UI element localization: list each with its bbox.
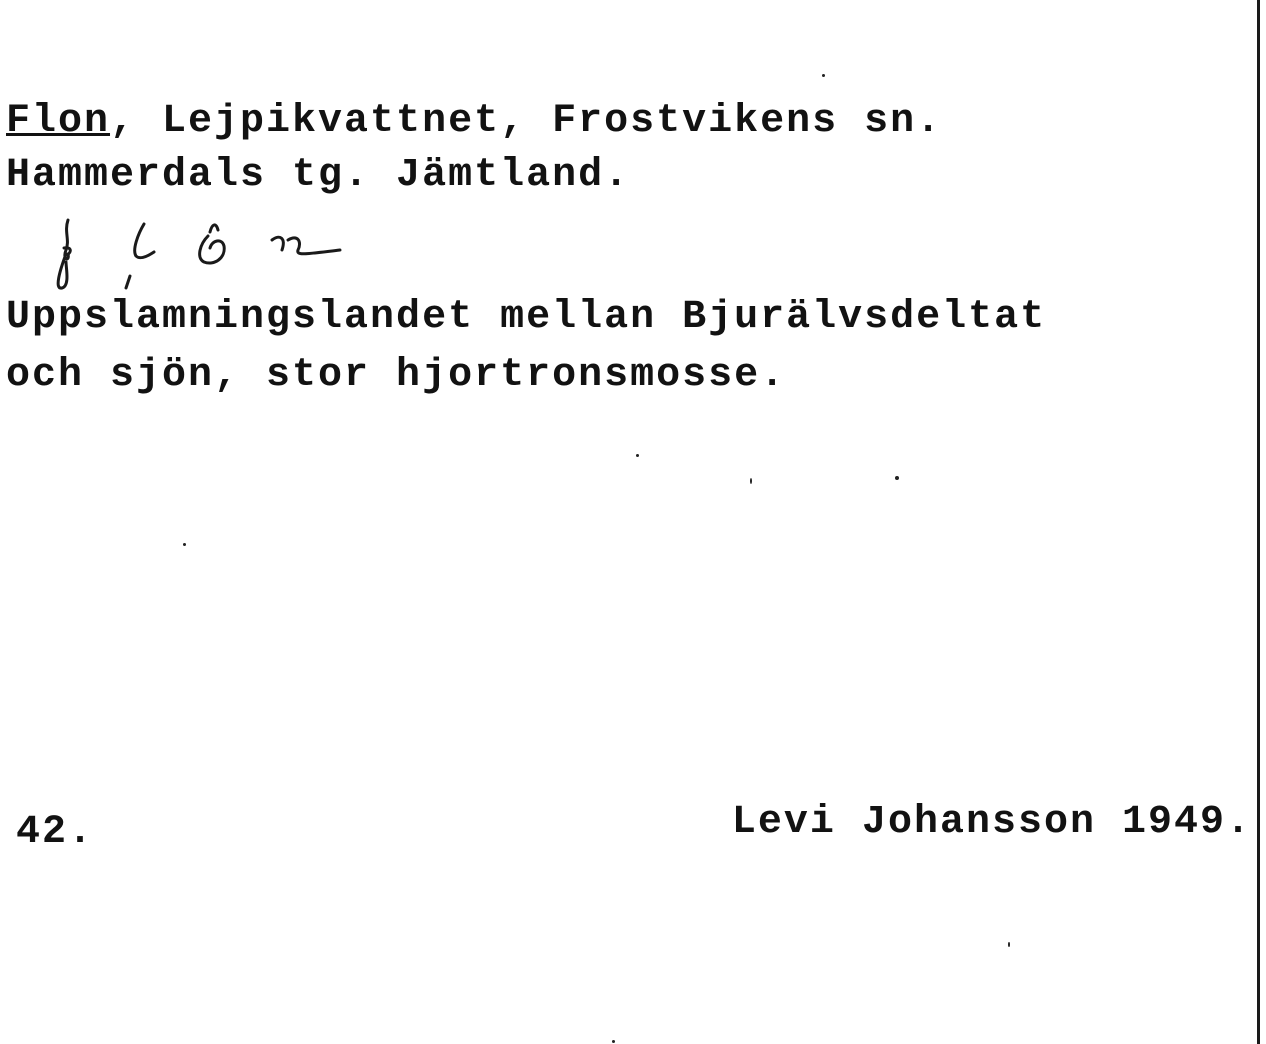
place-line — [6, 98, 942, 146]
description-line-2: och sjön, stor hjortronsmosse. — [6, 353, 787, 398]
scan-speck — [183, 543, 186, 546]
scan-speck — [895, 476, 899, 480]
handwritten-annotation — [40, 210, 360, 300]
record-number: 42. — [16, 810, 95, 855]
card-edge-border — [1257, 0, 1260, 1044]
place-name: Flon — [6, 99, 111, 144]
scan-speck — [612, 1040, 615, 1043]
collector-signature: Levi Johansson 1949. — [731, 800, 1252, 845]
scan-speck — [636, 454, 639, 457]
scan-speck — [750, 478, 752, 484]
scan-speck — [1008, 942, 1010, 947]
description-line-1: Uppslamningslandet mellan Bjurälvsdeltat — [6, 295, 1047, 340]
place-location: , Lejpikvattnet, Frostvikens sn. — [110, 99, 943, 144]
district-line: Hammerdals tg. Jämtland. — [6, 153, 631, 198]
scan-speck — [822, 74, 825, 77]
